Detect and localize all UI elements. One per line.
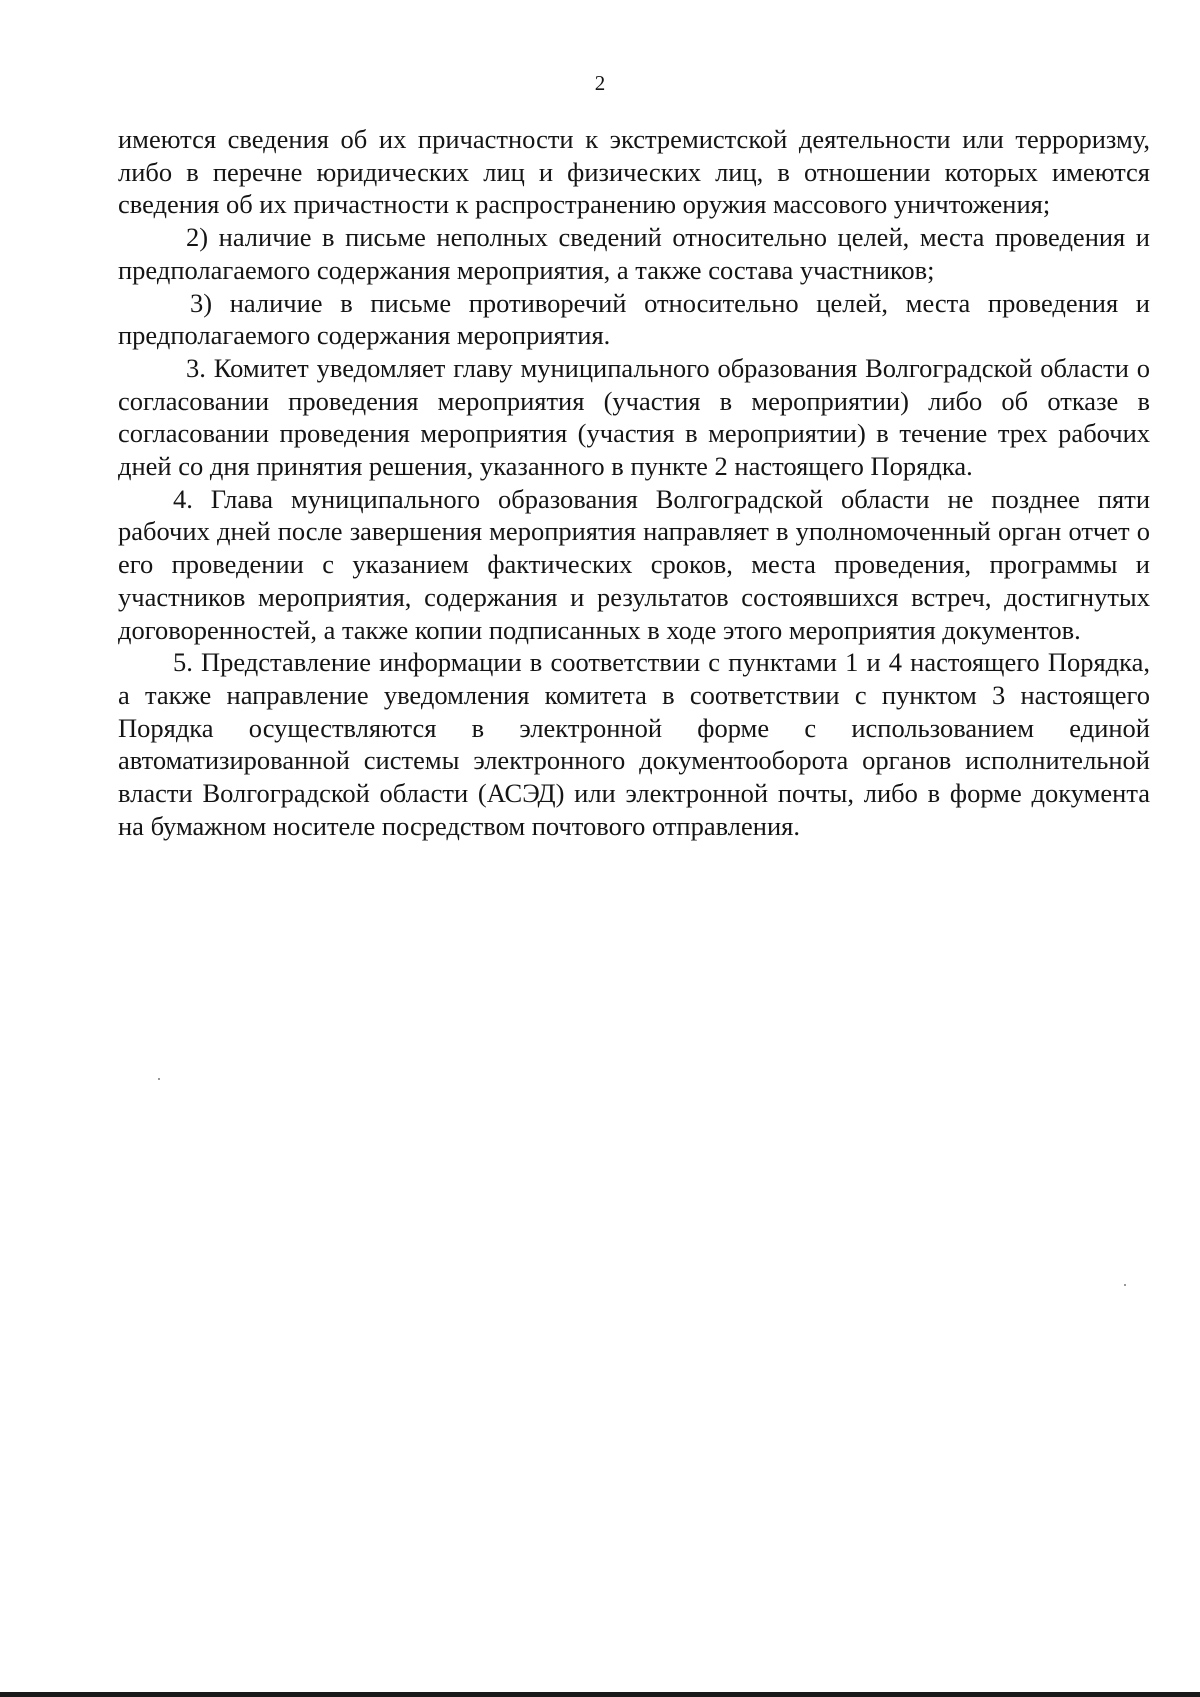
paragraph-clause-3: 3. Комитет уведомляет главу муниципального образования Волгоградской области о согласовании проведения мероприятия (участия в мероприятии) либо об отказе в согласовании проведения мероприятия (участия в мероприятии) в течение трех рабочих дней со дня принятия решения, указанного в пункте 2 настоящего Порядка. <box>118 352 1150 482</box>
paragraph-clause-4: 4. Глава муниципального образования Волгоградской области не позднее пяти рабочих дней после завершения мероприятия направляет в уполномоченный орган отчет о его проведении с указанием фактических сроков, места проведения, программы и участников мероприятия, содержания и результатов состоявшихся встреч, достигнутых договоренностей, а также копии подписанных в ходе этого мероприятия документов. <box>118 483 1150 645</box>
paragraph-continuation: имеются сведения об их причастности к экстремистской деятельности или терроризму, либо в перечне юридических лиц и физических лиц, в отношении которых имеются сведения об их причастности к распространению оружия массового уничтожения; <box>118 124 1150 220</box>
scan-speck <box>158 1078 160 1080</box>
scan-bottom-edge <box>0 1692 1200 1697</box>
scan-speck <box>1124 1284 1126 1286</box>
paragraph-item-2: 2) наличие в письме неполных сведений относительно целей, места проведения и предполагаемого содержания мероприятия, а также состава участников; <box>118 222 1150 285</box>
page-number: 2 <box>594 71 606 95</box>
paragraph-clause-5: 5. Представление информации в соответствии с пунктами 1 и 4 настоящего Порядка, а также направление уведомления комитета в соответствии с пунктом 3 настоящего Порядка осуществляются в электронной форме с использованием единой автоматизированной системы электронного документооборота органов исполнительной власти Волгоградской области (АСЭД) или электронной почты, либо в форме документа на бумажном носителе посредством почтового отправления. <box>118 647 1150 841</box>
document-body <box>118 123 1150 842</box>
paragraph-item-3: 3) наличие в письме противоречий относительно целей, места проведения и предполагаемого содержания мероприятия. <box>118 287 1150 351</box>
